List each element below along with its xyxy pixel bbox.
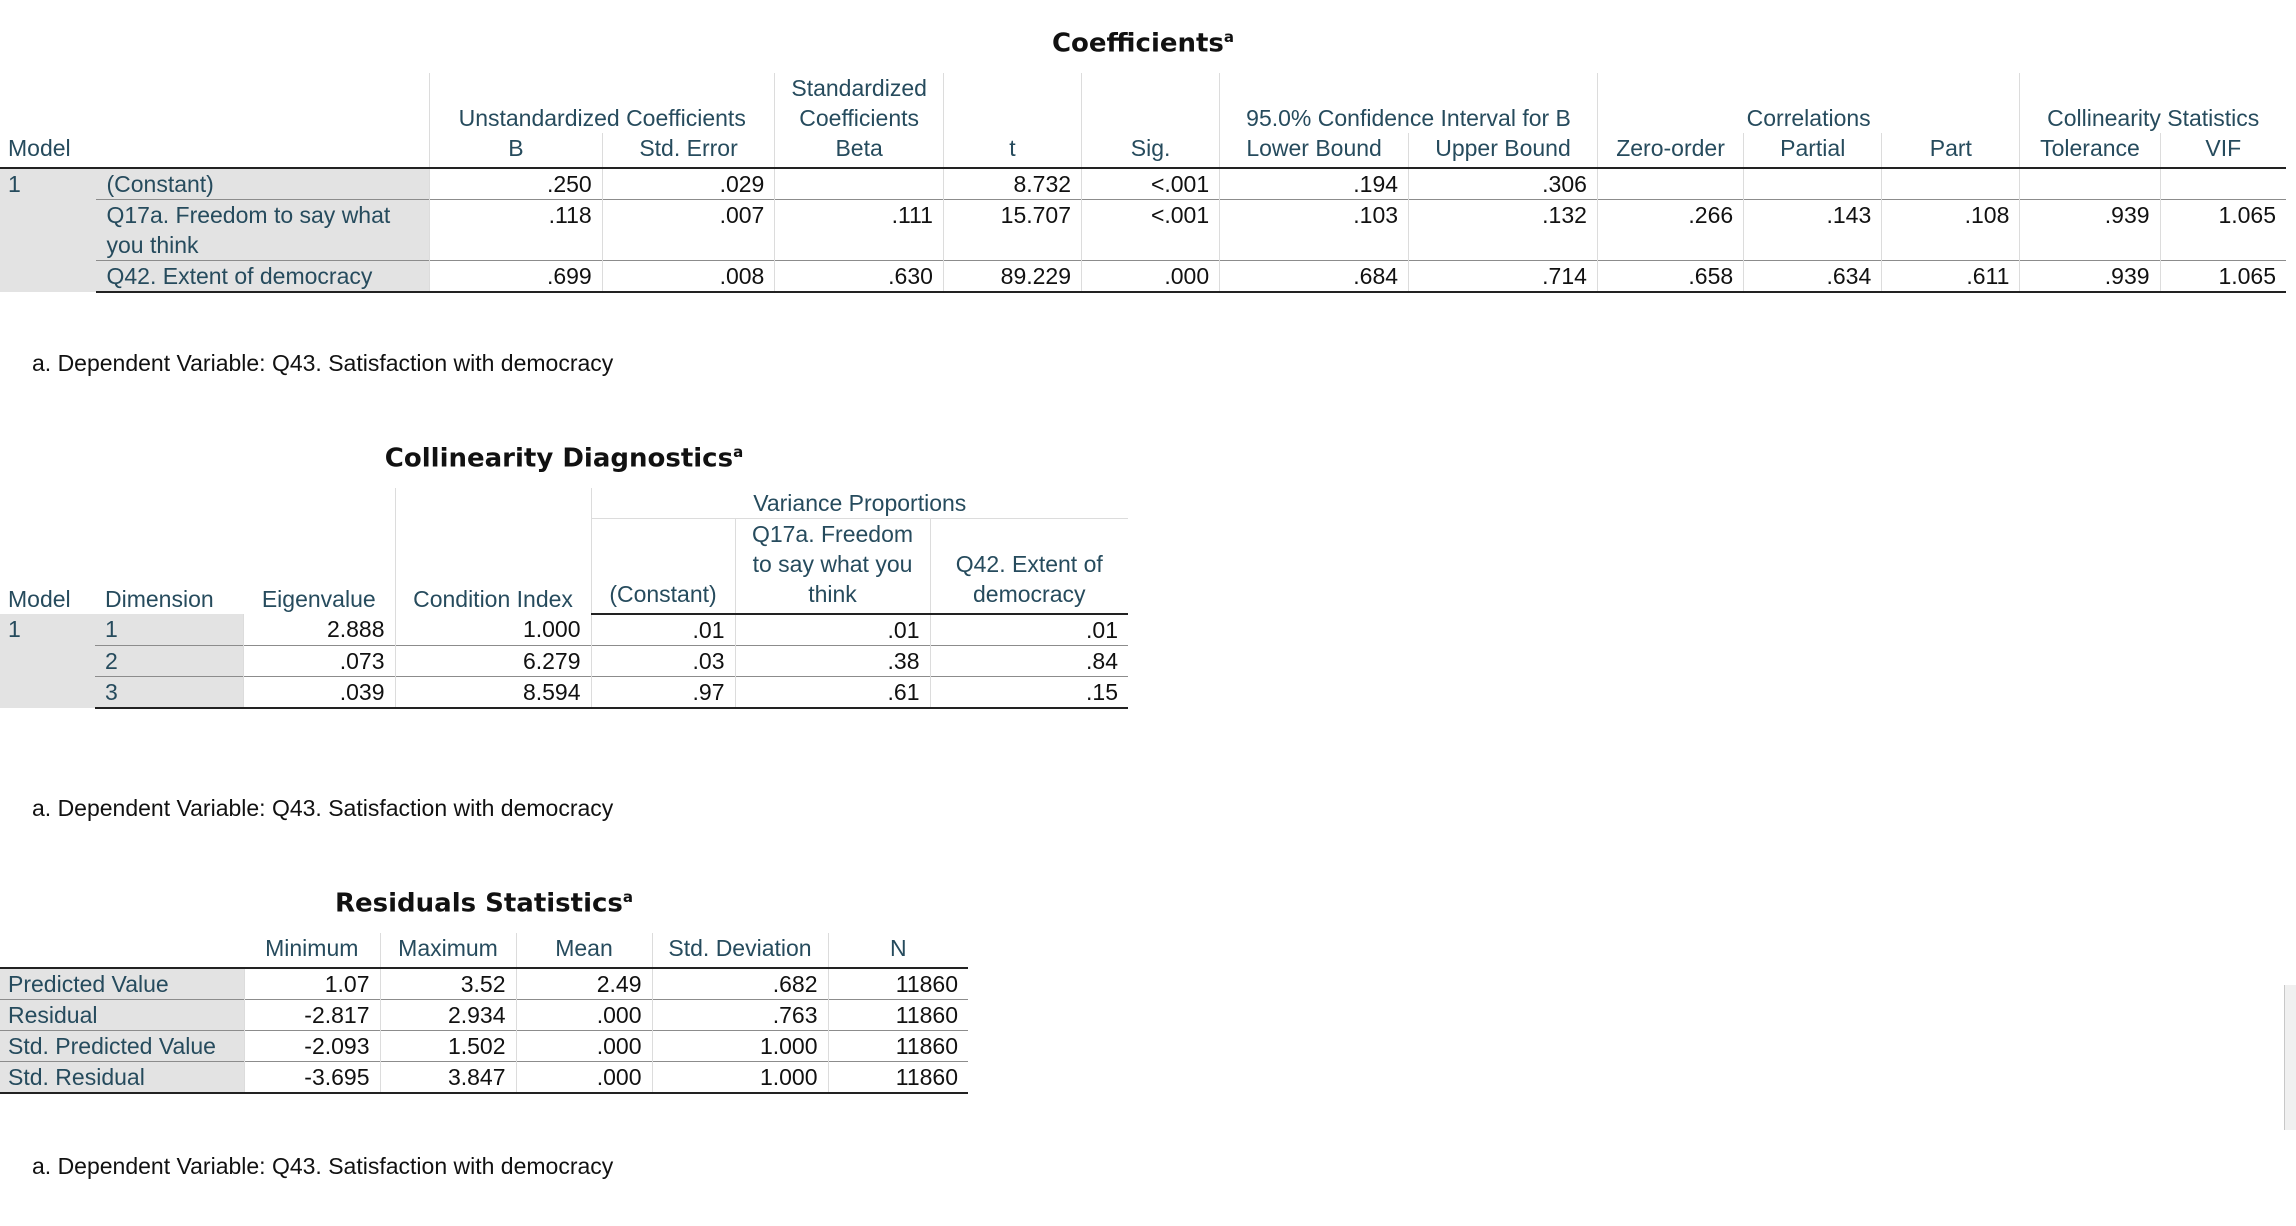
cell-mean: .000 — [516, 1030, 652, 1061]
cell-condition-index: 6.279 — [395, 645, 591, 676]
collinearity-footnote: a. Dependent Variable: Q43. Satisfaction with democracy — [32, 795, 614, 821]
cell-std-error: .007 — [602, 199, 775, 260]
header-collinearity-statistics: Collinearity Statistics — [2020, 73, 2286, 133]
header-sig: Sig. — [1082, 133, 1220, 168]
cell-tolerance — [2020, 168, 2160, 200]
cell-zero-order — [1597, 168, 1743, 200]
cell-std-deviation: 1.000 — [652, 1030, 828, 1061]
header-correlations: Correlations — [1597, 73, 2019, 133]
cell-std-error: .029 — [602, 168, 775, 200]
row-label: Q17a. Freedom to say what you think — [96, 199, 429, 260]
cell-zero-order: .658 — [1597, 260, 1743, 292]
row-label: (Constant) — [96, 168, 429, 200]
cell-maximum: 2.934 — [380, 999, 516, 1030]
cell-n: 11860 — [828, 999, 968, 1030]
cell-b: .118 — [430, 199, 603, 260]
dimension-cell: 1 — [95, 614, 243, 646]
header-eigenvalue: Eigenvalue — [261, 585, 376, 612]
cell-lower-bound: .684 — [1220, 260, 1409, 292]
cell-condition-index: 8.594 — [395, 676, 591, 708]
cell-sig: <.001 — [1082, 199, 1220, 260]
cell-tolerance: .939 — [2020, 199, 2160, 260]
cell-partial — [1744, 168, 1882, 200]
cell-constant: .01 — [591, 614, 735, 646]
header-n: N — [828, 933, 968, 968]
cell-upper-bound: .306 — [1409, 168, 1598, 200]
coefficients-title: Coefficients$^a$ — [1051, 28, 1235, 59]
collinearity-diagnostics-table[interactable] — [0, 443, 1128, 709]
row-label: Residual — [0, 999, 244, 1030]
cell-std-deviation: 1.000 — [652, 1061, 828, 1093]
cell-eigenvalue: .073 — [243, 645, 395, 676]
cell-n: 11860 — [828, 1030, 968, 1061]
cell-minimum: -2.093 — [244, 1030, 380, 1061]
header-part: Part — [1882, 133, 2020, 168]
cell-upper-bound: .132 — [1409, 199, 1598, 260]
row-label: Predicted Value — [0, 968, 244, 1000]
cell-constant: .03 — [591, 645, 735, 676]
cell-minimum: -2.817 — [244, 999, 380, 1030]
cell-t: 15.707 — [943, 199, 1081, 260]
header-dimension: Dimension — [105, 585, 214, 612]
header-maximum: Maximum — [380, 933, 516, 968]
cell-eigenvalue: .039 — [243, 676, 395, 708]
header-zero-order: Zero-order — [1597, 133, 1743, 168]
cell-b: .699 — [430, 260, 603, 292]
cell-beta: .111 — [775, 199, 944, 260]
residuals-statistics-table[interactable] — [0, 888, 968, 1094]
cell-beta: .630 — [775, 260, 944, 292]
header-mean: Mean — [516, 933, 652, 968]
cell-q17a: .61 — [735, 676, 930, 708]
cell-part: .611 — [1882, 260, 2020, 292]
cell-lower-bound: .103 — [1220, 199, 1409, 260]
row-label: Std. Predicted Value — [0, 1030, 244, 1061]
header-partial: Partial — [1744, 133, 1882, 168]
residuals-title: Residuals Statistics$^a$ — [334, 888, 634, 919]
cell-b: .250 — [430, 168, 603, 200]
header-upper-bound: Upper Bound — [1409, 133, 1598, 168]
header-q42: Q42. Extent of democracy — [930, 518, 1128, 614]
header-constant: (Constant) — [591, 518, 735, 614]
cell-mean: .000 — [516, 999, 652, 1030]
cell-partial: .634 — [1744, 260, 1882, 292]
table-row — [0, 968, 968, 1000]
cell-sig: <.001 — [1082, 168, 1220, 200]
header-minimum: Minimum — [244, 933, 380, 968]
cell-q17a: .38 — [735, 645, 930, 676]
model-number: 1 — [0, 614, 95, 708]
table-row — [0, 999, 968, 1030]
collinearity-title: Collinearity Diagnostics$^a$ — [384, 443, 744, 474]
cell-part: .108 — [1882, 199, 2020, 260]
header-variance-proportions: Variance Proportions — [591, 488, 1128, 519]
coefficients-footnote: a. Dependent Variable: Q43. Satisfaction with democracy — [32, 350, 614, 376]
residuals-footnote: a. Dependent Variable: Q43. Satisfaction with democracy — [32, 1153, 614, 1179]
cell-lower-bound: .194 — [1220, 168, 1409, 200]
table-row — [0, 614, 1128, 646]
cell-q42: .15 — [930, 676, 1128, 708]
cell-minimum: 1.07 — [244, 968, 380, 1000]
dimension-cell: 3 — [95, 676, 243, 708]
model-number: 1 — [0, 168, 96, 292]
cell-maximum: 3.52 — [380, 968, 516, 1000]
cell-std-error: .008 — [602, 260, 775, 292]
cell-n: 11860 — [828, 968, 968, 1000]
cell-upper-bound: .714 — [1409, 260, 1598, 292]
header-t: t — [943, 133, 1081, 168]
cell-zero-order: .266 — [1597, 199, 1743, 260]
row-label: Std. Residual — [0, 1061, 244, 1093]
vertical-scrollbar[interactable] — [2284, 985, 2296, 1130]
cell-condition-index: 1.000 — [395, 614, 591, 646]
header-std-deviation: Std. Deviation — [652, 933, 828, 968]
header-condition-index: Condition Index — [395, 488, 591, 614]
cell-t: 8.732 — [943, 168, 1081, 200]
cell-constant: .97 — [591, 676, 735, 708]
cell-q42: .84 — [930, 645, 1128, 676]
header-tolerance: Tolerance — [2020, 133, 2160, 168]
cell-maximum: 1.502 — [380, 1030, 516, 1061]
cell-mean: 2.49 — [516, 968, 652, 1000]
header-std-error: Std. Error — [602, 133, 775, 168]
cell-q17a: .01 — [735, 614, 930, 646]
cell-sig: .000 — [1082, 260, 1220, 292]
header-confidence-interval: 95.0% Confidence Interval for B — [1220, 73, 1598, 133]
cell-std-deviation: .682 — [652, 968, 828, 1000]
cell-t: 89.229 — [943, 260, 1081, 292]
coefficients-table[interactable] — [0, 28, 2286, 293]
header-unstandardized: Unstandardized Coefficients — [430, 73, 775, 133]
cell-part — [1882, 168, 2020, 200]
row-label: Q42. Extent of democracy — [96, 260, 429, 292]
header-model: Model — [0, 133, 430, 168]
header-model: Model — [8, 585, 71, 612]
table-row — [0, 168, 2286, 200]
cell-vif: 1.065 — [2160, 260, 2286, 292]
header-q17a: Q17a. Freedom to say what you think — [735, 518, 930, 614]
cell-partial: .143 — [1744, 199, 1882, 260]
header-standardized: Standardized Coefficients — [775, 73, 944, 133]
cell-q42: .01 — [930, 614, 1128, 646]
cell-mean: .000 — [516, 1061, 652, 1093]
header-vif: VIF — [2160, 133, 2286, 168]
cell-n: 11860 — [828, 1061, 968, 1093]
header-beta: Beta — [775, 133, 944, 168]
cell-minimum: -3.695 — [244, 1061, 380, 1093]
table-row — [0, 645, 1128, 676]
cell-eigenvalue: 2.888 — [243, 614, 395, 646]
header-lower-bound: Lower Bound — [1220, 133, 1409, 168]
table-row — [0, 676, 1128, 708]
cell-beta — [775, 168, 944, 200]
header-b: B — [430, 133, 603, 168]
table-row — [0, 260, 2286, 292]
table-row — [0, 199, 2286, 260]
table-row — [0, 1061, 968, 1093]
table-row — [0, 1030, 968, 1061]
cell-maximum: 3.847 — [380, 1061, 516, 1093]
cell-std-deviation: .763 — [652, 999, 828, 1030]
cell-tolerance: .939 — [2020, 260, 2160, 292]
cell-vif — [2160, 168, 2286, 200]
cell-vif: 1.065 — [2160, 199, 2286, 260]
dimension-cell: 2 — [95, 645, 243, 676]
